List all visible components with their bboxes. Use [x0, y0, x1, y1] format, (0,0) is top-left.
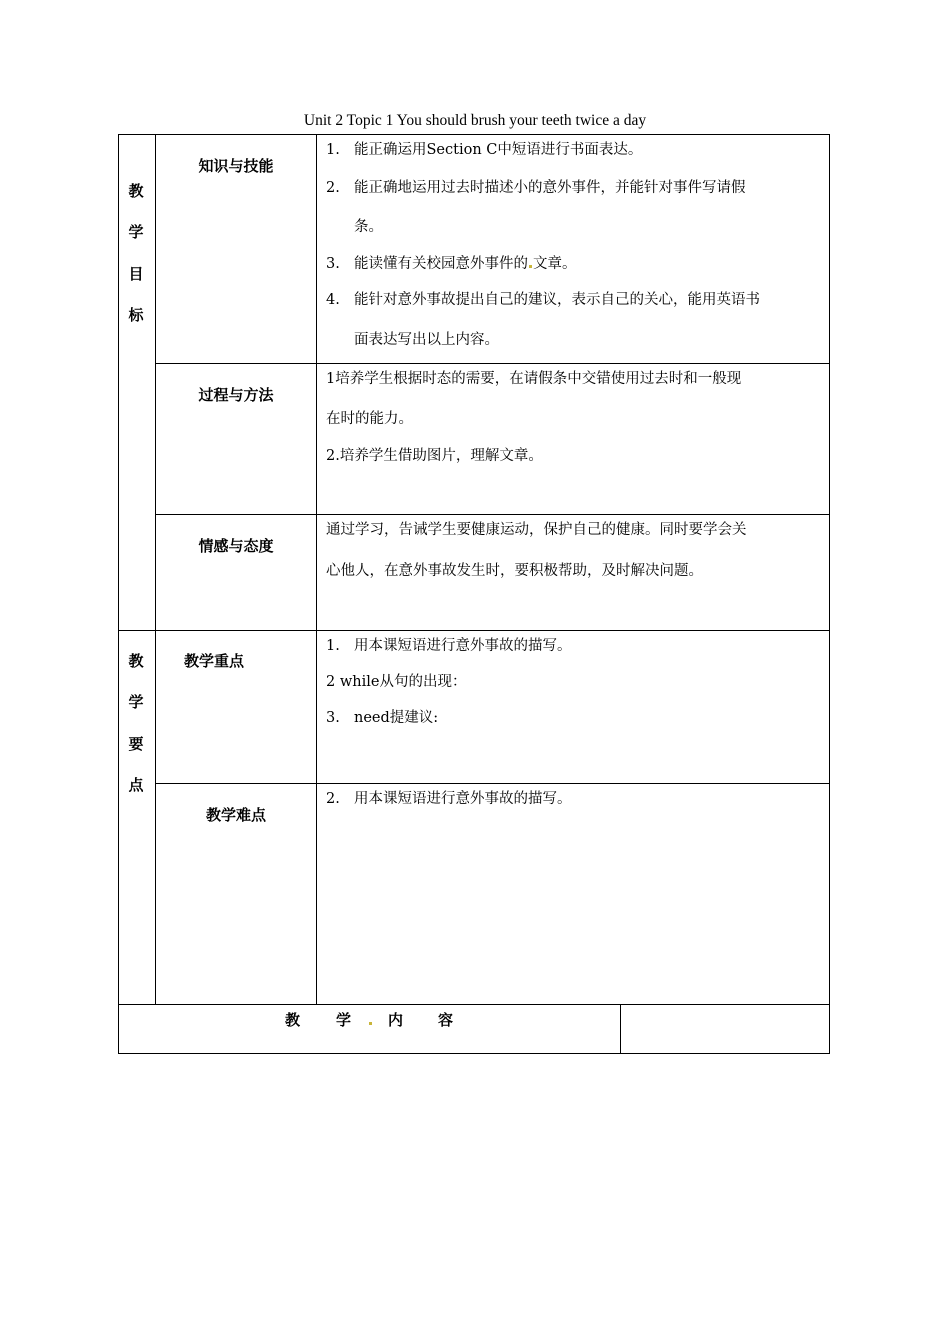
header-char: 学	[336, 1011, 352, 1029]
text-line: 通过学习，告诫学生要健康运动，保护自己的健康。同时要学会关	[326, 522, 747, 538]
label-char: 教	[128, 182, 144, 200]
marker-dot-icon	[529, 265, 532, 268]
item-number: 1.	[326, 638, 340, 654]
label-char: 学	[128, 223, 144, 241]
header-char: 内	[388, 1011, 404, 1029]
item-text: 能正确运用Section C中短语进行书面表达。	[354, 142, 643, 158]
item-number: 3.	[326, 710, 340, 726]
text-line: 心他人，在意外事故发生时，要积极帮助，及时解决问题。	[326, 563, 703, 579]
item-text: need提建议:	[354, 710, 439, 726]
text-line: 1培养学生根据时态的需要，在请假条中交错使用过去时和一般现	[326, 371, 742, 387]
attitude-label: 情感与态度	[198, 537, 274, 555]
item-text: 能读懂有关校园意外事件的	[354, 256, 528, 272]
list-item	[326, 252, 577, 273]
list-item	[326, 176, 746, 197]
item-text: 能针对意外事故提出自己的建议，表示自己的关心，能用英语书	[354, 292, 760, 308]
item-number: 1.	[326, 142, 340, 158]
label-char: 目	[128, 265, 144, 283]
item-text: 用本课短语进行意外事故的描写。	[354, 791, 572, 807]
text-line: 2.培养学生借助图片，理解文章。	[326, 448, 543, 464]
label-char: 教	[128, 652, 144, 670]
item-text: 能正确地运用过去时描述小的意外事件，并能针对事件写请假	[354, 180, 746, 196]
item-continuation: 条。	[354, 219, 383, 235]
process-label: 过程与方法	[198, 386, 274, 404]
knowledge-label: 知识与技能	[198, 157, 274, 175]
item-text: 2 while从句的出现：	[326, 674, 467, 690]
list-item	[326, 706, 438, 727]
header-char: 容	[438, 1011, 454, 1029]
list-item	[326, 288, 760, 309]
item-number: 4.	[326, 292, 340, 308]
text-line: 在时的能力。	[326, 411, 413, 427]
marker-dot-icon	[369, 1022, 372, 1025]
item-number: 2.	[326, 180, 340, 196]
difficulties-label: 教学难点	[205, 806, 266, 824]
list-item	[326, 787, 572, 808]
page-title: Unit 2 Topic 1 You should brush your teeth twice a day	[303, 112, 647, 129]
list-item	[326, 634, 572, 655]
item-text: 文章。	[533, 256, 577, 272]
item-number: 3.	[326, 256, 340, 272]
key-points-label: 教学重点	[183, 652, 244, 670]
item-continuation: 面表达写出以上内容。	[354, 332, 499, 348]
label-char: 标	[128, 306, 144, 324]
item-number: 2.	[326, 791, 340, 807]
label-char: 学	[128, 693, 144, 711]
list-item	[326, 670, 466, 691]
label-char: 要	[128, 735, 144, 753]
header-char: 教	[285, 1011, 301, 1029]
item-text: 用本课短语进行意外事故的描写。	[354, 638, 572, 654]
list-item	[326, 138, 642, 159]
label-char: 点	[128, 776, 144, 794]
